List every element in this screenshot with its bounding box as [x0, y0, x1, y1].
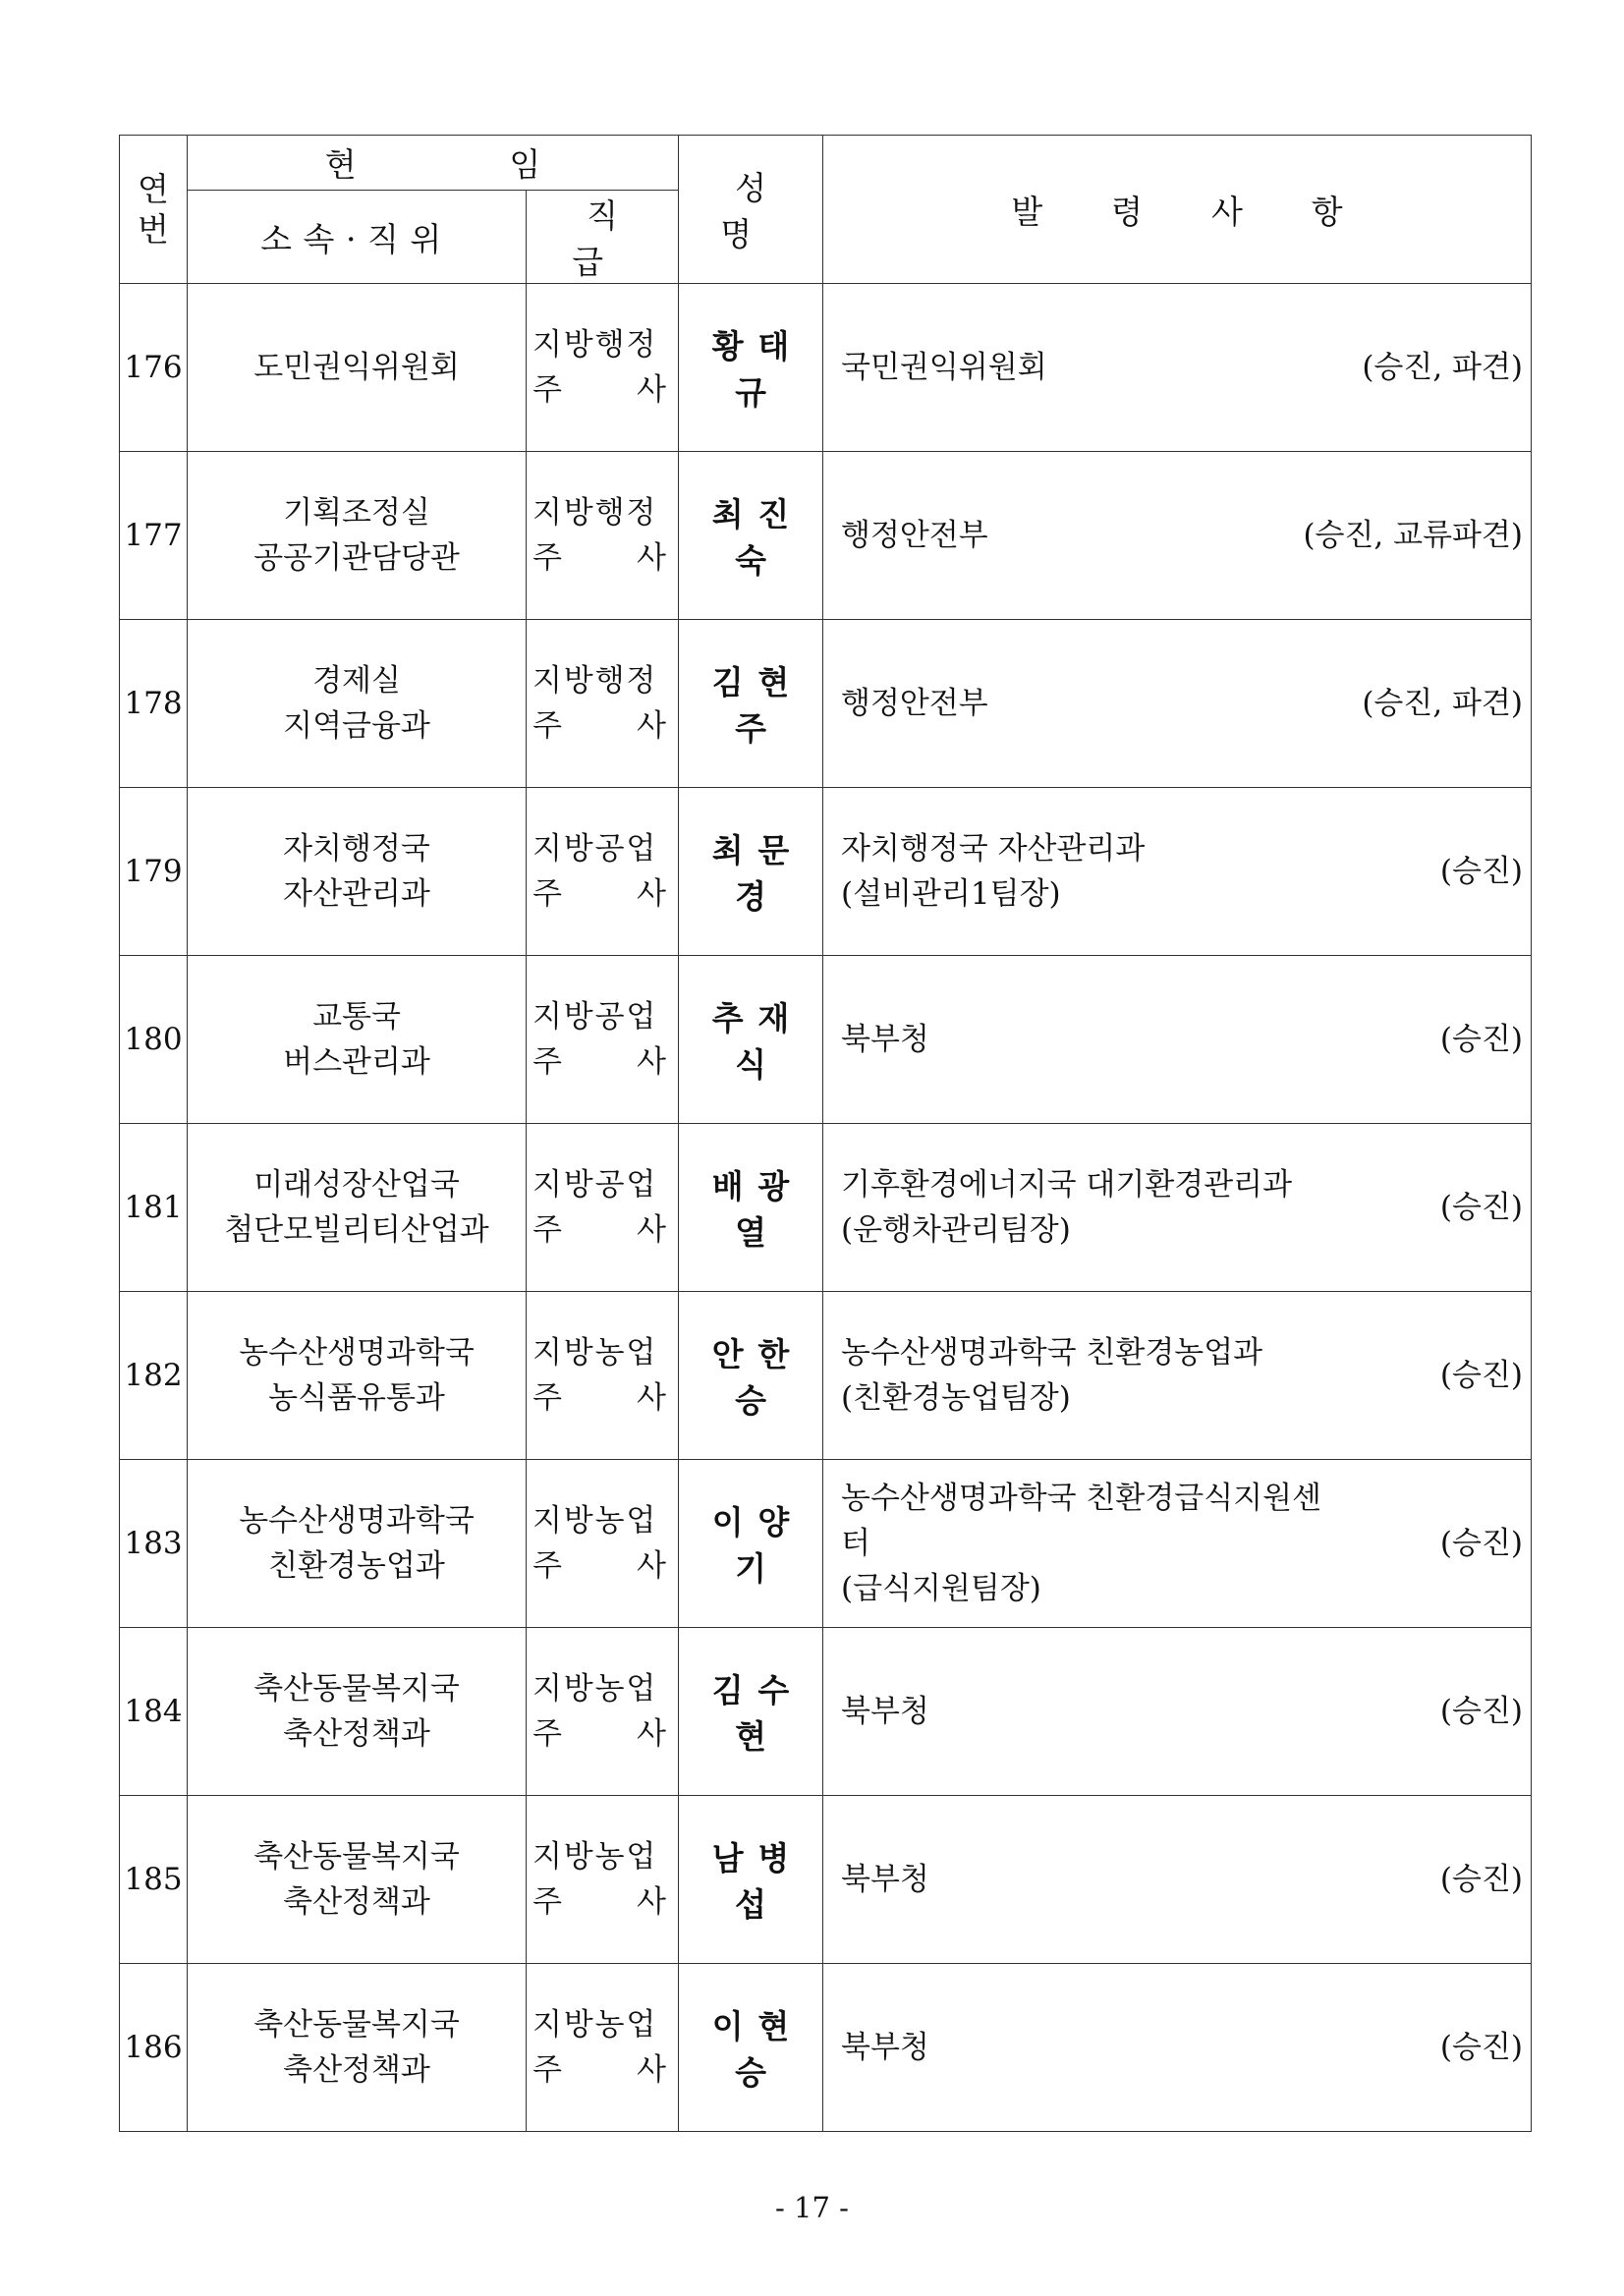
table-row: [120, 1124, 1532, 1292]
grade-line2-second: 사: [637, 372, 666, 408]
order-note: (승진): [1439, 2030, 1524, 2065]
department-line2: 버스관리과: [283, 1044, 430, 1080]
name-cell: [679, 956, 823, 1124]
grade-line2: [532, 535, 666, 581]
serial-number: 176: [124, 350, 183, 385]
serial-number-cell: [120, 956, 188, 1124]
order-note: (승진): [1439, 1526, 1524, 1561]
header-order-label: 발 령 사 항: [1011, 192, 1372, 231]
grade-line2-second: 사: [637, 1716, 666, 1752]
table-row: [120, 1964, 1532, 2132]
serial-number: 179: [124, 854, 183, 889]
department-line2: 축산정책과: [283, 2052, 430, 2088]
person-name: 최진숙: [711, 495, 805, 580]
order-line1: 북부청: [841, 1694, 929, 1729]
serial-number-cell: [120, 1628, 188, 1796]
serial-number-cell: [120, 1460, 188, 1628]
name-cell: [679, 284, 823, 452]
order-line1: 자치행정국 자산관리과: [841, 831, 1146, 867]
grade-line2: [532, 367, 666, 413]
serial-number: 182: [124, 1358, 183, 1393]
grade-line1: 지방행정: [532, 495, 658, 531]
header-department-label: 소속·직위: [260, 219, 453, 258]
department-line2: 첨단모빌리티산업과: [224, 1212, 489, 1248]
table-row: [120, 1460, 1532, 1628]
department-cell: [188, 620, 527, 788]
grade-line2-first: 주: [532, 1212, 562, 1248]
person-name: 이현승: [711, 2007, 805, 2092]
header-current-position: [188, 136, 679, 191]
grade-line2-first: 주: [532, 1548, 562, 1584]
grade-cell: [527, 956, 679, 1124]
person-name: 최문경: [711, 831, 805, 916]
department-line2: 농식품유통과: [268, 1380, 445, 1416]
department-line1: 교통국: [312, 999, 401, 1035]
name-cell: [679, 1628, 823, 1796]
grade-cell: [527, 1460, 679, 1628]
header-order: [823, 136, 1532, 284]
grade-line2-second: 사: [637, 1884, 666, 1920]
order-line1: 행정안전부: [841, 686, 988, 721]
grade-line2-first: 주: [532, 876, 562, 912]
department-line1: 농수산생명과학국: [239, 1503, 475, 1539]
order-destination: [841, 1162, 1523, 1253]
grade-line2-second: 사: [637, 2052, 666, 2088]
order-destination: [841, 1330, 1523, 1421]
order-line1: 국민권익위원회: [841, 350, 1047, 385]
order-line1: 기후환경에너지국 대기환경관리과: [841, 1167, 1293, 1203]
header-serial-number: [120, 136, 188, 284]
table-row: [120, 284, 1532, 452]
grade-line2-second: 사: [637, 708, 666, 744]
grade-line1: 지방행정: [532, 327, 658, 363]
table-body: [120, 284, 1532, 2132]
department-cell: [188, 284, 527, 452]
department-line1: 기획조정실: [283, 495, 430, 531]
grade-line2: [532, 871, 666, 917]
header-department: [188, 191, 527, 284]
order-line1: 행정안전부: [841, 518, 988, 553]
serial-number: 178: [124, 686, 183, 721]
page-number: - 17 -: [775, 2191, 849, 2224]
person-name: 김수현: [711, 1671, 805, 1756]
order-line2: (급식지원팀장): [841, 1571, 1041, 1606]
serial-number-cell: [120, 1796, 188, 1964]
grade-line1: 지방농업: [532, 1335, 658, 1371]
name-cell: [679, 1460, 823, 1628]
order-destination: [841, 826, 1523, 917]
table-row: [120, 620, 1532, 788]
order-note: (승진, 파견): [1362, 350, 1524, 385]
order-cell: [823, 1964, 1532, 2132]
order-destination: [841, 2025, 1523, 2070]
order-destination: [841, 1476, 1523, 1611]
order-note: (승진): [1439, 1694, 1524, 1729]
department-line1: 축산동물복지국: [253, 1671, 460, 1707]
department-cell: [188, 788, 527, 956]
person-name: 황태규: [711, 327, 805, 412]
person-name: 김현주: [711, 663, 805, 748]
order-destination: [841, 1017, 1523, 1062]
order-line1: 북부청: [841, 1862, 929, 1897]
order-line2: (운행차관리팀장): [841, 1212, 1071, 1248]
table-row: [120, 788, 1532, 956]
name-cell: [679, 1964, 823, 2132]
name-cell: [679, 1796, 823, 1964]
order-note: (승진): [1439, 1358, 1524, 1393]
order-note: (승진): [1439, 1190, 1524, 1225]
order-line2: (설비관리1팀장): [841, 876, 1061, 912]
table-header: [120, 136, 1532, 284]
serial-number-cell: [120, 452, 188, 620]
department-line2: 공공기관담당관: [253, 540, 460, 576]
grade-cell: [527, 1124, 679, 1292]
order-cell: [823, 284, 1532, 452]
grade-line2-first: 주: [532, 1884, 562, 1920]
grade-cell: [527, 284, 679, 452]
header-name-label: 성 명: [720, 169, 796, 253]
department-cell: [188, 1964, 527, 2132]
personnel-order-table: [119, 135, 1532, 2132]
department-line2: 지역금융과: [283, 708, 430, 744]
header-name: [679, 136, 823, 284]
grade-line2-second: 사: [637, 1044, 666, 1080]
person-name: 안한승: [711, 1335, 805, 1420]
name-cell: [679, 620, 823, 788]
order-destination: [841, 1857, 1523, 1902]
grade-line2: [532, 1039, 666, 1085]
name-cell: [679, 1292, 823, 1460]
table-row: [120, 1796, 1532, 1964]
table-row: [120, 1628, 1532, 1796]
order-cell: [823, 1796, 1532, 1964]
department-line2: 축산정책과: [283, 1716, 430, 1752]
order-cell: [823, 452, 1532, 620]
grade-line2: [532, 1879, 666, 1925]
serial-number: 185: [124, 1862, 183, 1897]
order-cell: [823, 620, 1532, 788]
header-serial-line2: 번: [138, 210, 169, 249]
grade-line2: [532, 703, 666, 749]
name-cell: [679, 1124, 823, 1292]
department-cell: [188, 1124, 527, 1292]
serial-number-cell: [120, 1964, 188, 2132]
grade-line2-second: 사: [637, 876, 666, 912]
grade-line2-first: 주: [532, 372, 562, 408]
serial-number: 180: [124, 1022, 183, 1057]
name-cell: [679, 452, 823, 620]
name-cell: [679, 788, 823, 956]
table-row: [120, 1292, 1532, 1460]
grade-cell: [527, 1964, 679, 2132]
department-cell: [188, 1460, 527, 1628]
order-cell: [823, 1124, 1532, 1292]
grade-line2: [532, 2047, 666, 2093]
grade-line2: [532, 1711, 666, 1757]
order-destination: [841, 1689, 1523, 1734]
grade-line1: 지방공업: [532, 999, 658, 1035]
grade-cell: [527, 452, 679, 620]
grade-line2-second: 사: [637, 1548, 666, 1584]
table-row: [120, 956, 1532, 1124]
grade-line2: [532, 1543, 666, 1589]
department-line1: 미래성장산업국: [253, 1167, 460, 1203]
person-name: 추재식: [711, 999, 805, 1084]
department-line2: 친환경농업과: [268, 1548, 445, 1584]
serial-number-cell: [120, 284, 188, 452]
order-cell: [823, 1460, 1532, 1628]
grade-line2-first: 주: [532, 1044, 562, 1080]
grade-line2-first: 주: [532, 708, 562, 744]
department-line1: 농수산생명과학국: [239, 1335, 475, 1371]
department-line1: 도민권익위원회: [253, 350, 460, 385]
person-name: 이양기: [711, 1503, 805, 1588]
order-line1: 북부청: [841, 1022, 929, 1057]
grade-line1: 지방공업: [532, 831, 658, 867]
table-row: [120, 452, 1532, 620]
person-name: 남병섭: [711, 1839, 805, 1924]
department-cell: [188, 956, 527, 1124]
order-note: (승진): [1439, 1862, 1524, 1897]
header-current-label: 현 임: [324, 145, 612, 184]
order-note: (승진, 교류파견): [1303, 518, 1524, 553]
grade-cell: [527, 788, 679, 956]
grade-line1: 지방농업: [532, 1671, 658, 1707]
department-line1: 축산동물복지국: [253, 1839, 460, 1875]
grade-line2-first: 주: [532, 540, 562, 576]
order-line2: (친환경농업팀장): [841, 1380, 1071, 1416]
department-line2: 축산정책과: [283, 1884, 430, 1920]
grade-line2-second: 사: [637, 1212, 666, 1248]
order-note: (승진, 파견): [1362, 686, 1524, 721]
grade-line2-second: 사: [637, 540, 666, 576]
serial-number-cell: [120, 620, 188, 788]
header-serial-line1: 연: [138, 169, 169, 208]
department-cell: [188, 1292, 527, 1460]
grade-line1: 지방농업: [532, 2007, 658, 2043]
serial-number: 181: [124, 1190, 183, 1225]
order-cell: [823, 788, 1532, 956]
grade-line2-first: 주: [532, 2052, 562, 2088]
order-cell: [823, 1292, 1532, 1460]
header-grade: [527, 191, 679, 284]
grade-line1: 지방농업: [532, 1503, 658, 1539]
department-cell: [188, 1628, 527, 1796]
order-note: (승진): [1439, 854, 1524, 889]
serial-number: 177: [124, 518, 183, 553]
serial-number-cell: [120, 1292, 188, 1460]
grade-line2-first: 주: [532, 1380, 562, 1416]
grade-cell: [527, 1292, 679, 1460]
grade-line1: 지방농업: [532, 1839, 658, 1875]
order-note: (승진): [1439, 1022, 1524, 1057]
serial-number-cell: [120, 788, 188, 956]
grade-line2: [532, 1375, 666, 1421]
serial-number: 183: [124, 1526, 183, 1561]
grade-line1: 지방공업: [532, 1167, 658, 1203]
department-line1: 자치행정국: [283, 831, 430, 867]
grade-line2-first: 주: [532, 1716, 562, 1752]
grade-cell: [527, 1628, 679, 1796]
grade-line2-second: 사: [637, 1380, 666, 1416]
serial-number-cell: [120, 1124, 188, 1292]
person-name: 배광열: [711, 1167, 805, 1252]
order-line1: 북부청: [841, 2030, 929, 2065]
order-line1: 농수산생명과학국 친환경농업과: [841, 1335, 1263, 1371]
grade-cell: [527, 1796, 679, 1964]
department-line1: 축산동물복지국: [253, 2007, 460, 2043]
header-grade-label: 직 급: [572, 196, 647, 281]
grade-line2: [532, 1207, 666, 1253]
serial-number: 184: [124, 1694, 183, 1729]
grade-line1: 지방행정: [532, 663, 658, 699]
serial-number: 186: [124, 2030, 183, 2065]
order-cell: [823, 1628, 1532, 1796]
department-cell: [188, 452, 527, 620]
order-cell: [823, 956, 1532, 1124]
grade-cell: [527, 620, 679, 788]
order-line1: 농수산생명과학국 친환경급식지원센터: [841, 1481, 1322, 1561]
department-line1: 경제실: [312, 663, 401, 699]
department-cell: [188, 1796, 527, 1964]
department-line2: 자산관리과: [283, 876, 430, 912]
